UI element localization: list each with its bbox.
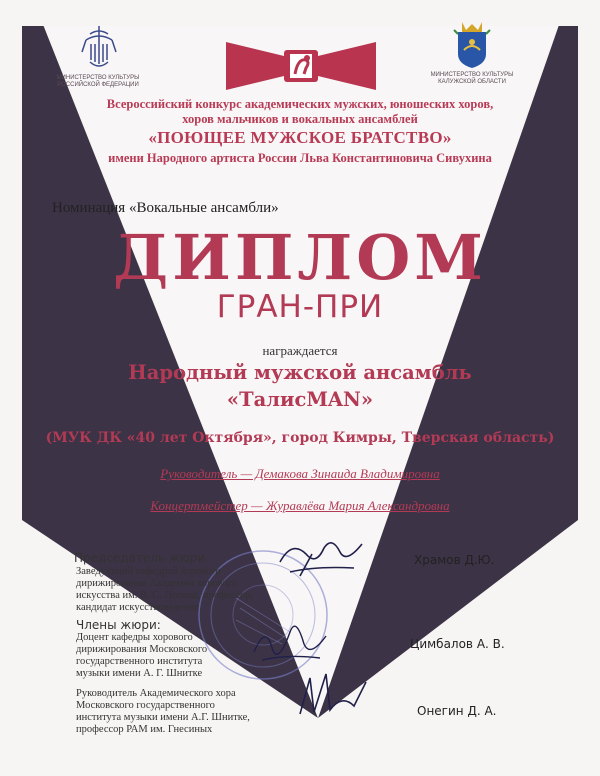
member1-title-line4: музыки имени А. Г. Шнитке xyxy=(76,668,203,679)
jury-chair-name: Храмов Д.Ю. xyxy=(414,553,495,567)
member2-title-line3: института музыки имени А.Г. Шнитке, xyxy=(76,712,250,723)
jury-chair-title xyxy=(76,566,276,614)
awarded-text: награждается xyxy=(262,343,338,358)
ensemble-line1: Народный мужской ансамбль xyxy=(128,361,472,384)
ministry-left xyxy=(48,75,148,89)
signature-chair-icon xyxy=(276,532,366,584)
ministry-right-line2: КАЛУЖСКОЙ ОБЛАСТИ xyxy=(438,79,506,85)
diploma-title: ДИПЛОМ xyxy=(113,221,487,294)
accompanist: Концертмейстер — Журавлёва Мария Александровна xyxy=(150,498,450,513)
ministry-right-line1: МИНИСТЕРСТВО КУЛЬТУРЫ xyxy=(430,72,514,78)
member1-title-line3: государственного института xyxy=(76,656,203,667)
ensemble-line2: «ТалисMAN» xyxy=(226,388,374,411)
ministry-left-line1: МИНИСТЕРСТВО КУЛЬТУРЫ xyxy=(56,75,140,81)
jury-member1-name: Цимбалов А. В. xyxy=(410,637,505,651)
ministry-left-line2: РОССИЙСКОЙ ФЕДЕРАЦИИ xyxy=(57,82,139,88)
contest-line2: хоров мальчиков и вокальных ансамблей xyxy=(182,112,418,126)
member1-title-line2: дирижирования Московского xyxy=(76,644,208,655)
member2-title-line4: профессор РАМ им. Гнесиных xyxy=(76,724,213,735)
nomination: Номинация «Вокальные ансамбли» xyxy=(52,200,279,216)
member1-title-line1: Доцент кафедры хорового xyxy=(76,632,193,643)
chair-title-line4: кандидат искусствоведения xyxy=(76,602,200,613)
signature-member2-icon xyxy=(296,664,376,724)
jury-member2-title xyxy=(76,688,286,736)
jury-member1-title xyxy=(76,632,276,680)
member2-title-line2: Московского государственного xyxy=(76,700,215,711)
chair-title-line2: дирижирования Академии хорового xyxy=(76,578,238,589)
organization: (МУК ДК «40 лет Октября», город Кимры, Тверская область) xyxy=(45,430,555,446)
jury-member2-name: Онегин Д. А. xyxy=(417,704,497,718)
member2-title-line1: Руководитель Академического хора xyxy=(76,688,236,699)
eagle-emblem-icon xyxy=(76,22,122,72)
jury-chair-heading: Председатель жюри xyxy=(74,551,206,565)
director: Руководитель — Демакова Зинаида Владимировна xyxy=(160,466,440,481)
jury-members-heading: Члены жюри: xyxy=(76,618,161,632)
contest-line1: Всероссийский конкурс академических мужских, юношеских хоров, xyxy=(106,97,494,111)
contest-line4: имени Народного артиста России Льва Константиновича Сивухина xyxy=(108,151,492,165)
ministry-right xyxy=(422,72,522,86)
chair-title-line1: Заведующий кафедрой хорового xyxy=(76,566,221,577)
kaluga-coat-of-arms-icon xyxy=(452,20,492,70)
diploma-subtitle: ГРАН-ПРИ xyxy=(216,289,384,325)
contest-name: «ПОЮЩЕЕ МУЖСКОЕ БРАТСТВО» xyxy=(148,128,452,147)
chair-title-line3: искусства им. В. С. Попова, профессор, xyxy=(76,590,254,601)
bow-tie-logo-icon xyxy=(226,40,376,92)
